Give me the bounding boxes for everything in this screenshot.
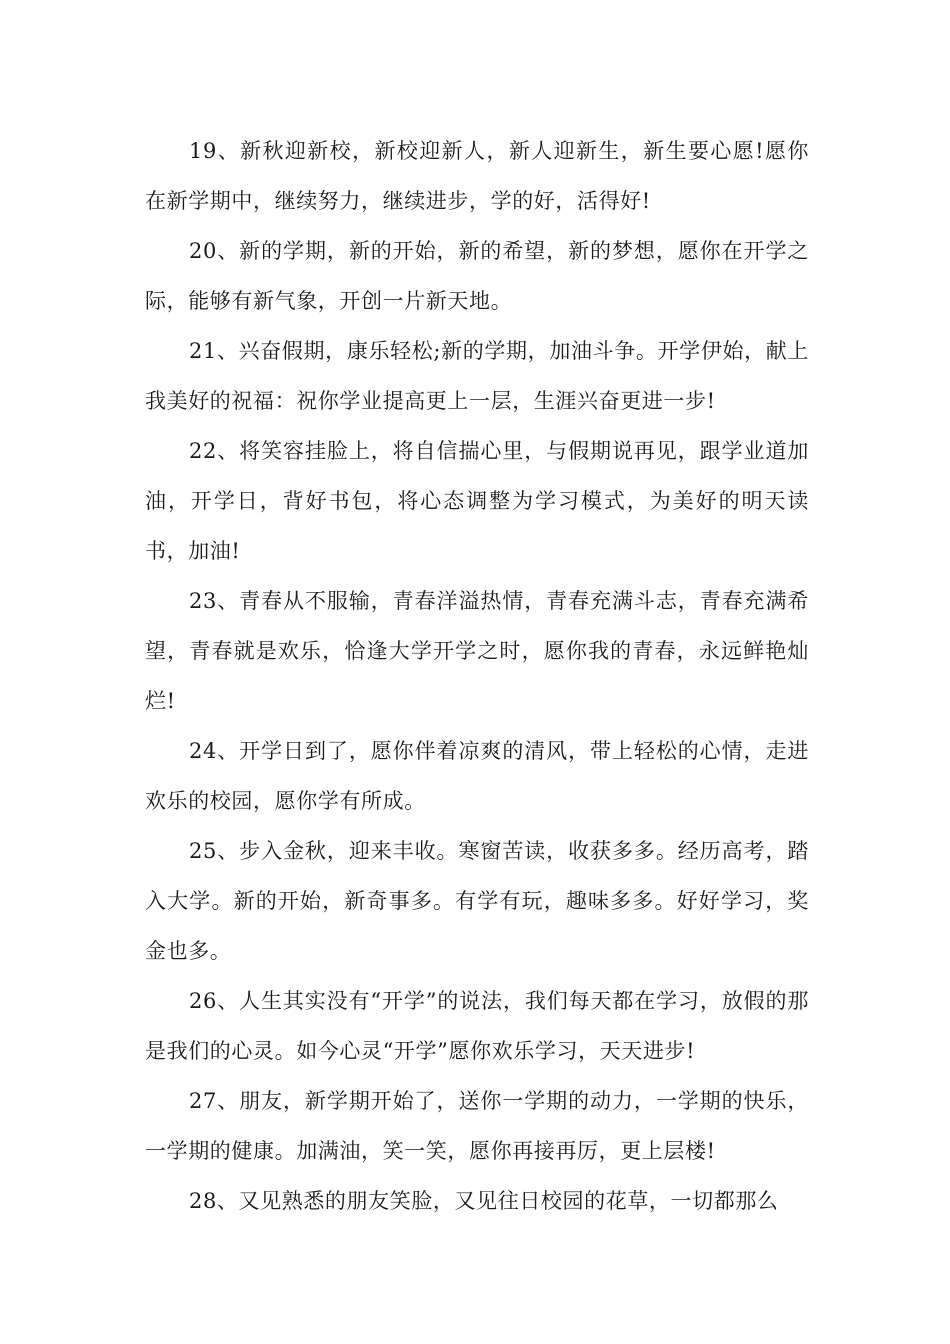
paragraph-27: 27、朋友，新学期开始了，送你一学期的动力，一学期的快乐，一学期的健康。加满油，笑一笑，愿你再接再厉，更上层楼! [145,1089,809,1163]
paragraph-20: 20、新的学期，新的开始，新的希望，新的梦想，愿你在开学之际，能够有新气象，开创一片新天地。 [145,239,809,313]
paragraph-22: 22、将笑容挂脸上，将自信揣心里，与假期说再见，跟学业道加油，开学日，背好书包，将心态调整为学习模式，为美好的明天读书，加油! [145,439,809,563]
paragraph-23: 23、青春从不服输，青春洋溢热情，青春充满斗志，青春充满希望，青春就是欢乐，恰逢大学开学之时，愿你我的青春，永远鲜艳灿烂! [145,589,809,713]
document-body [145,126,809,1226]
paragraph-28: 28、又见熟悉的朋友笑脸，又见往日校园的花草，一切都那么 [189,1189,779,1213]
paragraph-19: 19、新秋迎新校，新校迎新人，新人迎新生，新生要心愿!愿你在新学期中，继续努力，继续进步，学的好，活得好! [145,139,809,213]
paragraph-25: 25、步入金秋，迎来丰收。寒窗苦读，收获多多。经历高考，踏入大学。新的开始，新奇事多。有学有玩，趣味多多。好好学习，奖金也多。 [145,839,809,963]
paragraph-21: 21、兴奋假期，康乐轻松;新的学期，加油斗争。开学伊始，献上我美好的祝福：祝你学业提高更上一层，生涯兴奋更进一步! [145,339,809,413]
paragraph-26: 26、人生其实没有“开学”的说法，我们每天都在学习，放假的那是我们的心灵。如今心灵“开学”愿你欢乐学习，天天进步! [145,989,809,1063]
paragraph-24: 24、开学日到了，愿你伴着凉爽的清风，带上轻松的心情，走进欢乐的校园，愿你学有所成。 [145,739,809,813]
